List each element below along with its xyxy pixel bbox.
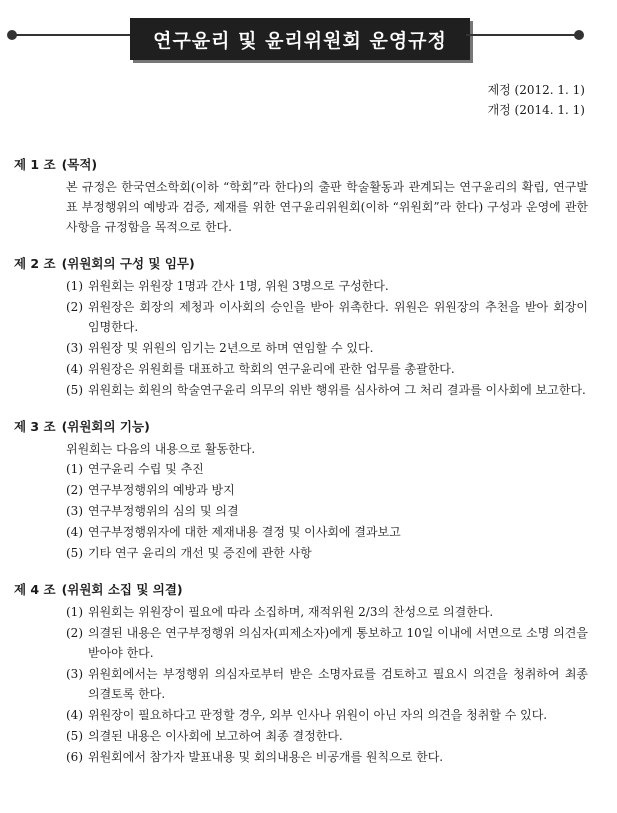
clause-text: 위원회는 위원장이 필요에 따라 소집하며, 재적위원 2/3의 찬성으로 의결한다. <box>88 605 494 619</box>
revised-date: 개정 (2014. 1. 1) <box>487 103 585 117</box>
clause-item <box>66 705 588 725</box>
clause-text: 의결된 내용은 연구부정행위 의심자(피제소자)에게 통보하고 10일 이내에 서면으로 소명 의견을 받아야 한다. <box>88 626 588 660</box>
clause-text: 위원장은 위원회를 대표하고 학회의 연구윤리에 관한 업무를 총괄한다. <box>88 362 455 376</box>
page-title: 연구윤리 및 윤리위원회 운영규정 <box>153 29 447 52</box>
revision-dates <box>488 80 585 120</box>
article-heading <box>14 418 588 436</box>
clause-text: 연구부정행위의 예방과 방지 <box>88 483 235 497</box>
clause-item <box>66 501 588 521</box>
clause-text: 위원장이 필요하다고 판정할 경우, 외부 인사나 위원이 아닌 자의 의견을 청취할 수 있다. <box>88 708 548 722</box>
clause-number: (4) <box>66 362 83 376</box>
clause-item <box>66 276 588 296</box>
clause-number: (2) <box>66 626 83 640</box>
clause-text: 위원장은 회장의 제청과 이사회의 승인을 받아 위촉한다. 위원은 위원장의 추천을 받아 회장이 임명한다. <box>88 300 588 334</box>
article-title: (위원회의 구성 및 임무) <box>61 256 195 271</box>
clause-item <box>66 747 588 767</box>
clause-text: 연구윤리 수립 및 추진 <box>88 462 204 476</box>
clause-item <box>66 522 588 542</box>
clause-text: 위원회에서 참가자 발표내용 및 회의내용은 비공개를 원칙으로 한다. <box>88 750 444 764</box>
title-rule-right-dot <box>574 30 584 40</box>
clause-list <box>14 276 588 400</box>
clause-item <box>66 726 588 746</box>
clause-number: (1) <box>66 462 83 476</box>
article-number: 제 3 조 <box>14 419 56 434</box>
clause-text: 위원회는 위원장 1명과 간사 1명, 위원 3명으로 구성한다. <box>88 279 389 293</box>
article-title: (목적) <box>61 157 98 172</box>
clause-number: (4) <box>66 708 83 722</box>
clause-item <box>66 543 588 563</box>
article-intro: 본 규정은 한국연소학회(이하 “학회”라 한다)의 출판 학술활동과 관계되는 연구윤리의 확립, 연구발표 부정행위의 예방과 검증, 제재를 위한 연구윤리위원회(이하 “위원회”라 한다) 구성과 운영에 관한 사항을 규정함을 목적으로 한다. <box>66 180 588 234</box>
clause-text: 연구부정행위의 심의 및 의결 <box>88 504 239 518</box>
clause-item <box>66 380 588 400</box>
clause-number: (3) <box>66 504 83 518</box>
article-title: (위원회 소집 및 의결) <box>61 582 183 597</box>
clause-item <box>66 338 588 358</box>
article-section <box>14 255 588 400</box>
article-heading <box>14 581 588 599</box>
clause-number: (5) <box>66 729 83 743</box>
clause-item <box>66 359 588 379</box>
clause-item <box>66 602 588 622</box>
clause-item <box>66 480 588 500</box>
enacted-date: 제정 (2012. 1. 1) <box>487 83 585 97</box>
article-intro: 위원회는 다음의 내용으로 활동한다. <box>66 442 256 456</box>
clause-number: (5) <box>66 383 83 397</box>
clause-text: 기타 연구 윤리의 개선 및 증진에 관한 사항 <box>88 546 312 560</box>
clause-item <box>66 297 588 337</box>
clause-list <box>14 602 588 767</box>
article-number: 제 2 조 <box>14 256 56 271</box>
article-heading <box>14 156 588 174</box>
clause-text: 위원장 및 위원의 임기는 2년으로 하며 연임할 수 있다. <box>88 341 374 355</box>
title-rule-left <box>14 34 130 36</box>
clause-number: (1) <box>66 605 83 619</box>
article-title: (위원회의 기능) <box>61 419 150 434</box>
articles-list <box>14 156 588 785</box>
clause-item <box>66 623 588 663</box>
article-section <box>14 418 588 563</box>
article-number: 제 1 조 <box>14 157 56 172</box>
article-heading <box>14 255 588 273</box>
clause-number: (1) <box>66 279 83 293</box>
clause-text: 위원회는 회원의 학술연구윤리 의무의 위반 행위를 심사하여 그 처리 결과를 이사회에 보고한다. <box>88 383 586 397</box>
article-section <box>14 581 588 767</box>
clause-text: 위원회에서는 부정행위 의심자로부터 받은 소명자료를 검토하고 필요시 의견을 청취하여 최종 의결토록 한다. <box>88 667 588 701</box>
clause-text: 연구부정행위자에 대한 제재내용 결정 및 이사회에 결과보고 <box>88 525 401 539</box>
clause-number: (2) <box>66 300 83 314</box>
title-rule-right <box>466 34 578 36</box>
clause-item <box>66 664 588 704</box>
title-banner <box>0 10 617 58</box>
clause-number: (2) <box>66 483 83 497</box>
article-number: 제 4 조 <box>14 582 56 597</box>
title-box <box>130 18 470 60</box>
clause-number: (4) <box>66 525 83 539</box>
clause-text: 의결된 내용은 이사회에 보고하여 최종 결정한다. <box>88 729 343 743</box>
clause-list <box>14 459 588 563</box>
clause-item <box>66 459 588 479</box>
clause-number: (3) <box>66 667 83 681</box>
clause-number: (5) <box>66 546 83 560</box>
clause-number: (3) <box>66 341 83 355</box>
clause-number: (6) <box>66 750 83 764</box>
article-section <box>14 156 588 237</box>
